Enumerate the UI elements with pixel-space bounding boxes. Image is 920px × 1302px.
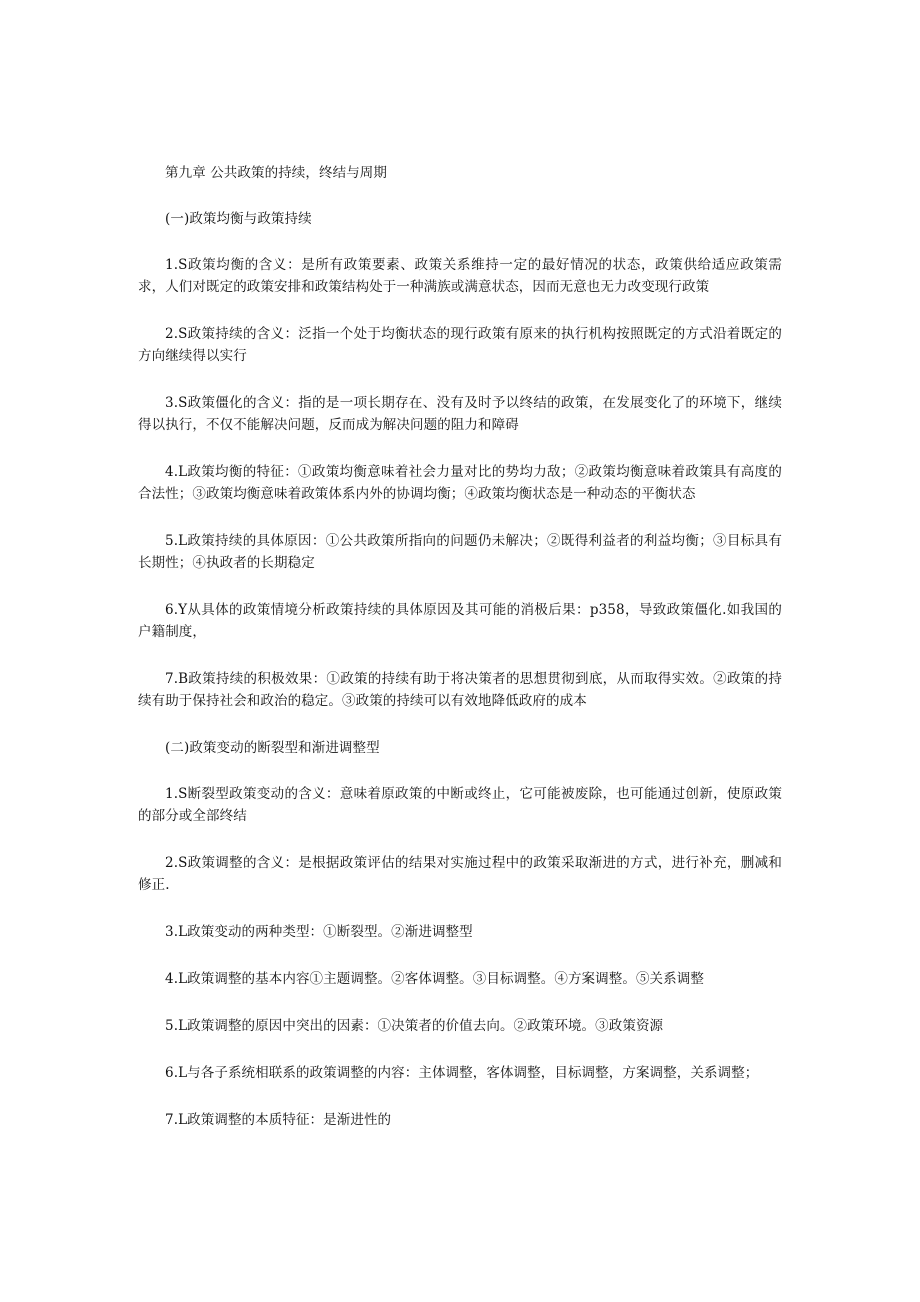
paragraph: 3.S政策僵化的含义：指的是一项长期存在、没有及时予以终结的政策，在发展变化了的环境下，继续得以执行，不仅不能解决问题，反而成为解决问题的阻力和障碍 xyxy=(138,395,782,433)
document-body xyxy=(138,162,782,1156)
paragraph: 5.L政策持续的具体原因：①公共政策所指向的问题仍未解决；②既得利益者的利益均衡；③目标具有长期性；④执政者的长期稳定 xyxy=(138,533,782,571)
paragraph: 2.S政策调整的含义：是根据政策评估的结果对实施过程中的政策采取渐进的方式，进行补充，删减和修正. xyxy=(138,855,782,893)
paragraph: 7.B政策持续的积极效果：①政策的持续有助于将决策者的思想贯彻到底，从而取得实效。②政策的持续有助于保持社会和政治的稳定。③政策的持续可以有效地降低政府的成本 xyxy=(138,671,782,709)
paragraph: 1.S政策均衡的含义：是所有政策要素、政策关系维持一定的最好情况的状态，政策供给适应政策需求，人们对既定的政策安排和政策结构处于一种满族或满意状态，因而无意也无力改变现行政策 xyxy=(138,257,782,295)
paragraph: 4.L政策调整的基本内容①主题调整。②客体调整。③目标调整。④方案调整。⑤关系调整 xyxy=(165,971,704,987)
section-heading-1: (一)政策均衡与政策持续 xyxy=(165,211,312,227)
paragraph: 7.L政策调整的本质特征：是渐进性的 xyxy=(165,1112,392,1128)
paragraph: 2.S政策持续的含义：泛指一个处于均衡状态的现行政策有原来的执行机构按照既定的方式沿着既定的方向继续得以实行 xyxy=(138,326,782,364)
paragraph: 6.Y从具体的政策情境分析政策持续的具体原因及其可能的消极后果：p358，导致政策僵化.如我国的户籍制度， xyxy=(138,602,782,640)
paragraph: 3.L政策变动的两种类型：①断裂型。②渐进调整型 xyxy=(165,924,473,940)
paragraph: 5.L政策调整的原因中突出的因素：①决策者的价值去向。②政策环境。③政策资源 xyxy=(165,1018,664,1034)
paragraph: 4.L政策均衡的特征：①政策均衡意味着社会力量对比的势均力敌；②政策均衡意味着政策具有高度的合法性；③政策均衡意味着政策体系内外的协调均衡；④政策均衡状态是一种动态的平衡状态 xyxy=(138,464,782,502)
chapter-title: 第九章 公共政策的持续，终结与周期 xyxy=(165,165,387,181)
paragraph: 6.L与各子系统相联系的政策调整的内容：主体调整，客体调整，目标调整，方案调整，关系调整； xyxy=(165,1065,759,1081)
section-heading-2: (二)政策变动的断裂型和渐进调整型 xyxy=(165,740,380,756)
paragraph: 1.S断裂型政策变动的含义：意味着原政策的中断或终止，它可能被废除，也可能通过创新，使原政策的部分或全部终结 xyxy=(138,786,782,824)
